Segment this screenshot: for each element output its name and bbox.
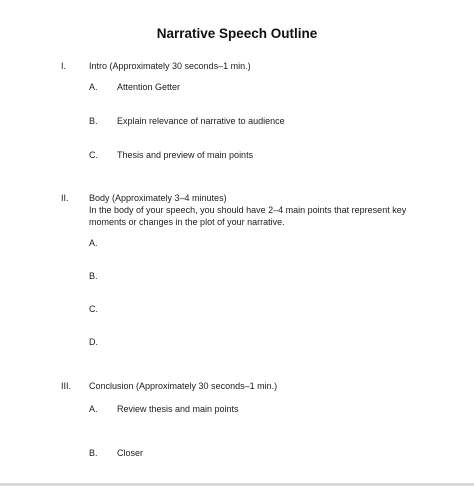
document-title: Narrative Speech Outline bbox=[156, 26, 318, 41]
section-2-item-a-letter: A. bbox=[89, 238, 98, 248]
section-3-item-b-text: Closer bbox=[117, 448, 144, 458]
section-1-item-c-text: Thesis and preview of main points bbox=[117, 150, 254, 160]
section-1-heading: Intro (Approximately 30 seconds–1 min.) bbox=[89, 61, 251, 71]
section-2-body-line-1: In the body of your speech, you should have 2–4 main points that represent key bbox=[89, 205, 407, 215]
section-2-item-d-letter: D. bbox=[89, 337, 98, 347]
section-1-item-c-letter: C. bbox=[89, 150, 98, 160]
section-3-item-b-letter: B. bbox=[89, 448, 98, 458]
section-1-item-b-letter: B. bbox=[89, 116, 98, 126]
section-3-numeral: III. bbox=[61, 381, 72, 391]
section-3-heading: Conclusion (Approximately 30 seconds–1 min.) bbox=[89, 381, 278, 391]
section-3-item-a-text: Review thesis and main points bbox=[117, 404, 239, 414]
section-1-item-a-text: Attention Getter bbox=[117, 82, 181, 92]
section-2-numeral: II. bbox=[61, 193, 69, 203]
section-1-numeral: I. bbox=[61, 61, 67, 71]
section-2-item-c-letter: C. bbox=[89, 304, 98, 314]
section-1-item-b-text: Explain relevance of narrative to audience bbox=[117, 116, 285, 126]
section-2-body-line-2: moments or changes in the plot of your narrative. bbox=[89, 217, 285, 227]
section-2-heading: Body (Approximately 3–4 minutes) bbox=[89, 193, 227, 203]
section-1-item-a-letter: A. bbox=[89, 82, 98, 92]
section-3-item-a-letter: A. bbox=[89, 404, 98, 414]
section-2-item-b-letter: B. bbox=[89, 271, 98, 281]
